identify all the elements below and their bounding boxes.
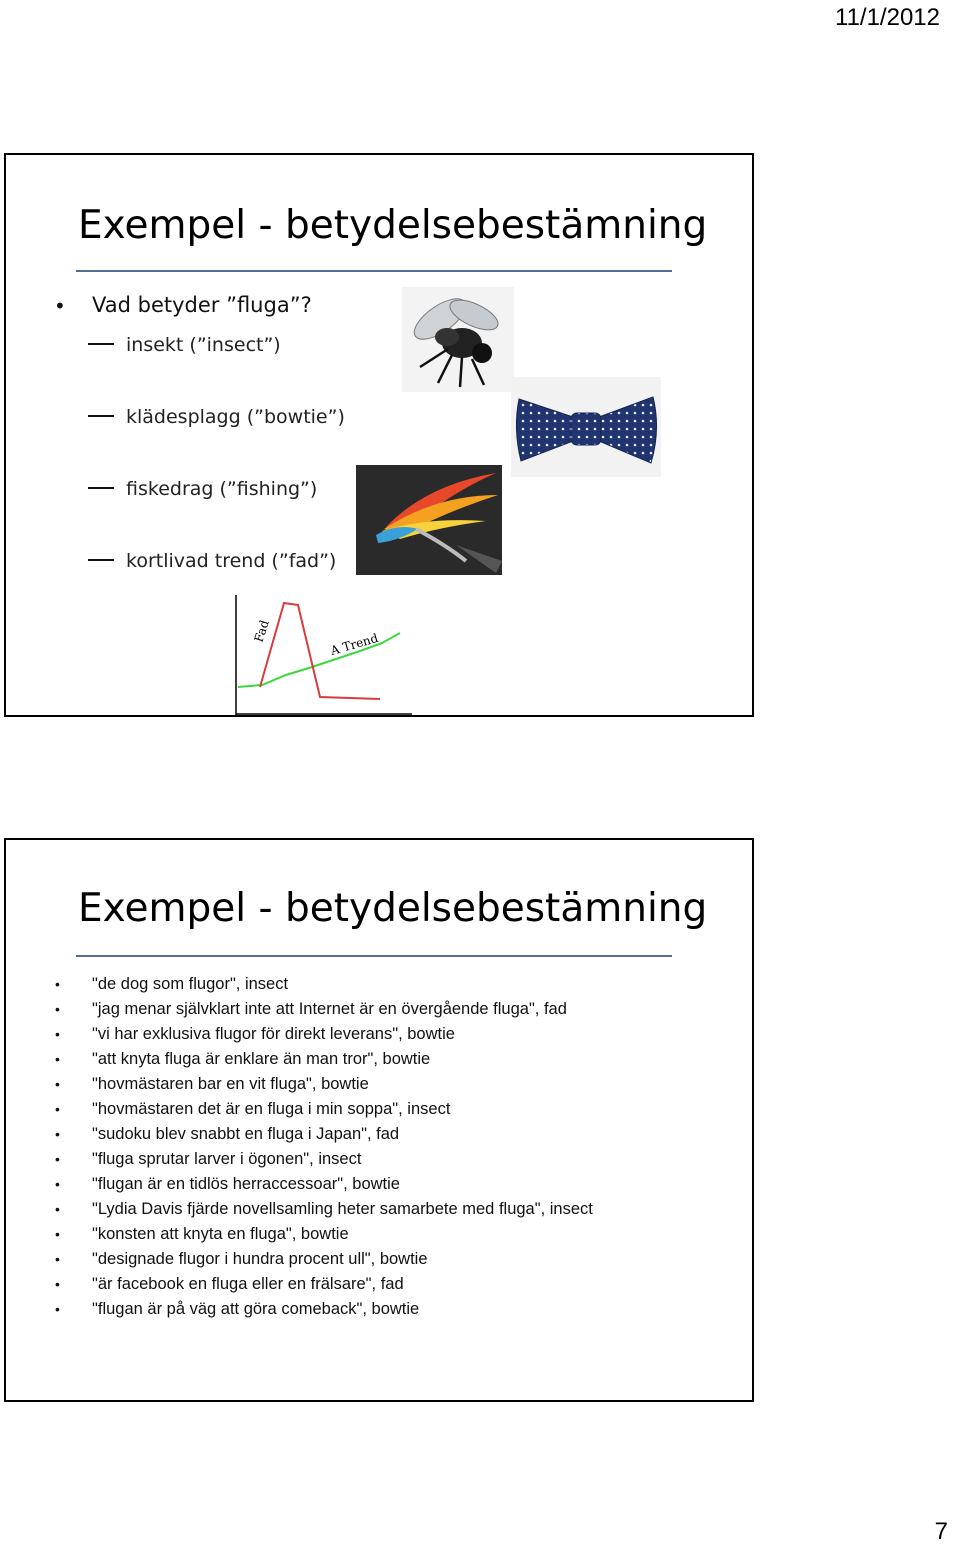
list-item-text: "konsten att knyta en fluga", bowtie [92, 1225, 349, 1243]
fly-image [402, 287, 514, 392]
title-divider [76, 270, 672, 272]
page-number: 7 [934, 1518, 948, 1545]
subitem-fad [88, 550, 336, 572]
list-item-text: "fluga sprutar larver i ögonen", insect [92, 1150, 362, 1168]
slide-2 [4, 838, 754, 1402]
list-item-text: "hovmästaren det är en fluga i min soppa", insect [92, 1100, 451, 1118]
slide-title: Exempel - betydelsebestämning [78, 203, 708, 248]
bullet-question [54, 293, 312, 318]
bullet-text: Vad betyder ”fluga”? [92, 293, 312, 317]
list-item [55, 1247, 593, 1272]
subitem-insect [88, 334, 281, 356]
subitem-fishing [88, 478, 317, 500]
dash-icon [88, 343, 114, 345]
bullet-icon: • [55, 1176, 60, 1192]
list-item-text: "sudoku blev snabbt en fluga i Japan", fad [92, 1125, 400, 1143]
bullet-icon: • [55, 1276, 60, 1292]
subitem-text: klädesplagg (”bowtie”) [126, 406, 345, 428]
bullet-icon: • [55, 976, 60, 992]
bullet-icon: • [55, 1076, 60, 1092]
list-item [55, 1022, 593, 1047]
list-item-text: "hovmästaren bar en vit fluga", bowtie [92, 1075, 369, 1093]
slide-title: Exempel - betydelsebestämning [78, 886, 708, 931]
list-item [55, 1172, 593, 1197]
list-item-text: "vi har exklusiva flugor för direkt leverans", bowtie [92, 1025, 455, 1043]
list-item [55, 972, 593, 997]
bullet-icon: • [55, 1251, 60, 1267]
subitem-text: fiskedrag (”fishing”) [126, 478, 318, 500]
bowtie-image [511, 377, 661, 477]
bullet-icon: • [55, 1051, 60, 1067]
list-item-text: "de dog som flugor", insect [92, 975, 289, 993]
dash-icon [88, 487, 114, 489]
bullet-icon: • [55, 1151, 60, 1167]
list-item [55, 1222, 593, 1247]
list-item [55, 1272, 593, 1297]
dash-icon [88, 559, 114, 561]
title-divider [76, 955, 672, 957]
list-item [55, 1297, 593, 1322]
list-item-text: "jag menar självklart inte att Internet är en övergående fluga", fad [92, 1000, 567, 1018]
list-item [55, 1197, 593, 1222]
list-item [55, 1072, 593, 1097]
list-item [55, 1097, 593, 1122]
slide-1 [4, 153, 754, 717]
dash-icon [88, 415, 114, 417]
bullet-icon: • [55, 1101, 60, 1117]
trend-label: A Trend [328, 630, 380, 658]
list-item-text: "att knyta fluga är enklare än man tror", bowtie [92, 1050, 431, 1068]
fishing-fly-image [356, 465, 502, 575]
list-item-text: "flugan är en tidlös herraccessoar", bowtie [92, 1175, 400, 1193]
subitem-bowtie [88, 406, 345, 428]
list-item [55, 1122, 593, 1147]
list-item [55, 1047, 593, 1072]
page-date: 11/1/2012 [835, 4, 940, 31]
fad-trend-chart [232, 595, 414, 715]
list-item-text: "Lydia Davis fjärde novellsamling heter samarbete med fluga", insect [92, 1200, 593, 1218]
bullet-icon: • [55, 1201, 60, 1217]
fad-label: Fad [251, 618, 272, 644]
bullet-icon: • [54, 294, 66, 318]
list-item-text: "designade flugor i hundra procent ull", bowtie [92, 1250, 428, 1268]
bullet-icon: • [55, 1301, 60, 1317]
list-item-text: "är facebook en fluga eller en frälsare", fad [92, 1275, 404, 1293]
bullet-icon: • [55, 1026, 60, 1042]
list-item [55, 997, 593, 1022]
bullet-icon: • [55, 1001, 60, 1017]
subitem-text: kortlivad trend (”fad”) [126, 550, 337, 572]
list-item-text: "flugan är på väg att göra comeback", bowtie [92, 1300, 420, 1318]
subitem-text: insekt (”insect”) [126, 334, 281, 356]
list-item [55, 1147, 593, 1172]
bullet-icon: • [55, 1226, 60, 1242]
bullet-icon: • [55, 1126, 60, 1142]
example-list [55, 972, 593, 1322]
